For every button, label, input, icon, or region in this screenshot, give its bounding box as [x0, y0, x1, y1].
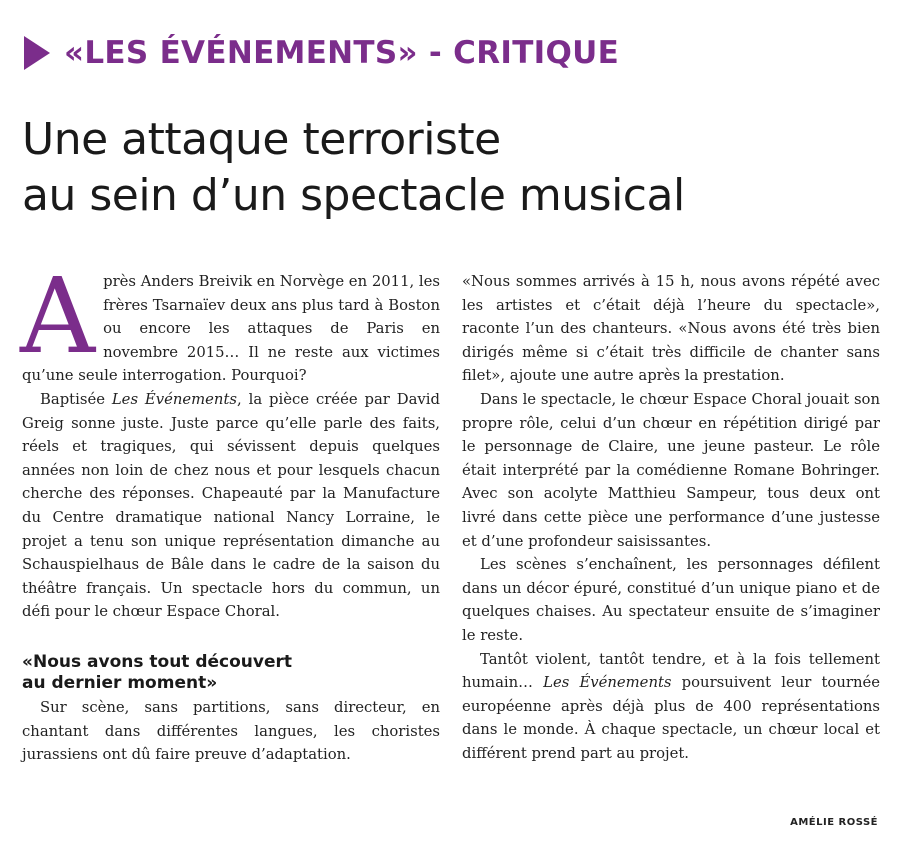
paragraph: Dans le spectacle, le chœur Espace Choral jouait son propre rôle, celui d’un chœur en répétition dirigé par le personnage de Claire, une jeune pasteur. Le rôle était interprété par la comédienne Romane Bohringer. Avec son acolyte Matthieu Sampeur, tous deux ont livré dans cette pièce une performance d’une justesse et d’une profondeur saisissantes. [462, 390, 880, 550]
paragraph: Les scènes s’enchaînent, les personnages défilent dans un décor épuré, constitué d’un unique piano et de quelques chaises. Au spectateur ensuite de s’imaginer le reste. [462, 556, 880, 644]
article-column-2 [462, 270, 880, 765]
author-byline: AMÉLIE ROSSÉ [790, 817, 878, 828]
subheading-line-2: au dernier moment» [22, 672, 218, 693]
paragraph-text: Tantôt violent, tantôt tendre, et à la fois tellement humain… [462, 650, 880, 692]
paragraph [462, 648, 880, 766]
paragraph-text: , la pièce créée par David Greig sonne juste. Juste parce qu’elle parle des faits, réels et tragiques, qui sévissent depuis quelques années non loin de chez nous et pour lesquels chacun cherche des réponses. Chapeauté par la Manufacture du Centre dramatique national Nancy Lorraine, le projet a tenu son unique représentation dimanche au Schauspielhaus de Bâle dans le cadre de la saison du théâtre français. Un spectacle hors du commun, un défi pour le chœur Espace Choral. [22, 390, 440, 621]
subheading [22, 652, 440, 694]
paragraph: Sur scène, sans partitions, sans directeur, en chantant dans différentes langues, les choristes jurassiens ont dû faire preuve d’adaptation. [22, 698, 440, 764]
paragraph-intro [20, 255, 440, 388]
article-headline [22, 112, 882, 224]
paragraph: «Nous sommes arrivés à 15 h, nous avons répété avec les artistes et c’était déjà l’heure du spectacle», raconte l’un des chanteurs. «Nous avons été très bien dirigés même si c’était très difficile de chanter sans filet», ajoute une autre après la prestation. [462, 273, 880, 385]
paragraph-text: poursuivent leur tournée européenne après déjà plus de 400 représentations dans le monde. À chaque spectacle, un chœur local et différent prend part au projet. [462, 674, 880, 762]
play-title: Les Événements [543, 674, 672, 692]
play-triangle-icon [24, 36, 50, 70]
section-kicker [24, 28, 619, 78]
headline-line-1: Une attaque terroriste [22, 114, 501, 165]
drop-cap: A [20, 255, 96, 377]
paragraph [22, 388, 440, 624]
article-column-1 [20, 255, 440, 767]
play-title: Les Événements [111, 390, 237, 408]
kicker-text: «LES ÉVÉNEMENTS» - CRITIQUE [64, 35, 620, 71]
paragraph-text: Baptisée [40, 390, 112, 408]
subheading-line-1: «Nous avons tout découvert [22, 651, 293, 672]
headline-line-2: au sein d’un spectacle musical [22, 170, 685, 221]
paragraph-intro-text: près Anders Breivik en Norvège en 2011, les frères Tsarnaïev deux ans plus tard à Boston ou encore les attaques de Paris en novembre 2015… Il ne reste aux victimes qu’une seule interrogation. Pourquoi? [22, 273, 440, 385]
